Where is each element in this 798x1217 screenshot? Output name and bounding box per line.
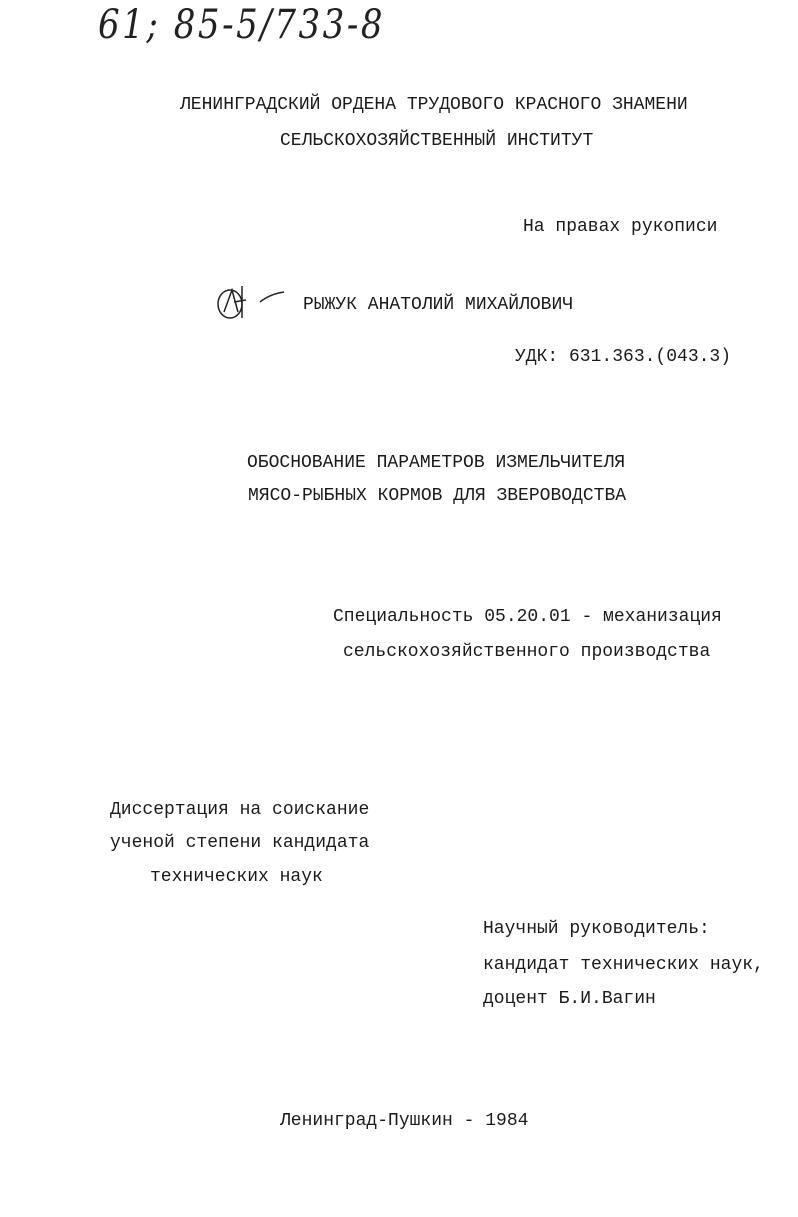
handwritten-archive-number: 61; 85-5/733-8 — [98, 2, 386, 48]
title-line-2: МЯСО-РЫБНЫХ КОРМОВ ДЛЯ ЗВЕРОВОДСТВА — [248, 486, 627, 506]
degree-line-1: Диссертация на соискание — [110, 800, 370, 820]
institution-line-2: СЕЛЬСКОХОЗЯЙСТВЕННЫЙ ИНСТИТУТ — [280, 131, 594, 151]
specialty-line-2: сельскохозяйственного производства — [343, 642, 711, 662]
place-year: Ленинград-Пушкин - 1984 — [280, 1111, 529, 1131]
degree-line-2: ученой степени кандидата — [110, 833, 370, 853]
title-line-1: ОБОСНОВАНИЕ ПАРАМЕТРОВ ИЗМЕЛЬЧИТЕЛЯ — [247, 453, 626, 473]
udc-code: УДК: 631.363.(043.3) — [515, 347, 732, 367]
institution-line-1: ЛЕНИНГРАДСКИЙ ОРДЕНА ТРУДОВОГО КРАСНОГО ЗНАМЕНИ — [180, 95, 688, 115]
supervisor-line-1: Научный руководитель: — [483, 919, 710, 939]
supervisor-line-2: кандидат технических наук, — [483, 955, 764, 975]
signature-icon — [212, 282, 292, 322]
manuscript-rights: На правах рукописи — [523, 217, 718, 237]
supervisor-line-3: доцент Б.И.Вагин — [483, 989, 656, 1009]
specialty-line-1: Специальность 05.20.01 - механизация — [333, 607, 722, 627]
author-name: РЫЖУК АНАТОЛИЙ МИХАЙЛОВИЧ — [303, 295, 574, 315]
degree-line-3: технических наук — [150, 867, 323, 887]
